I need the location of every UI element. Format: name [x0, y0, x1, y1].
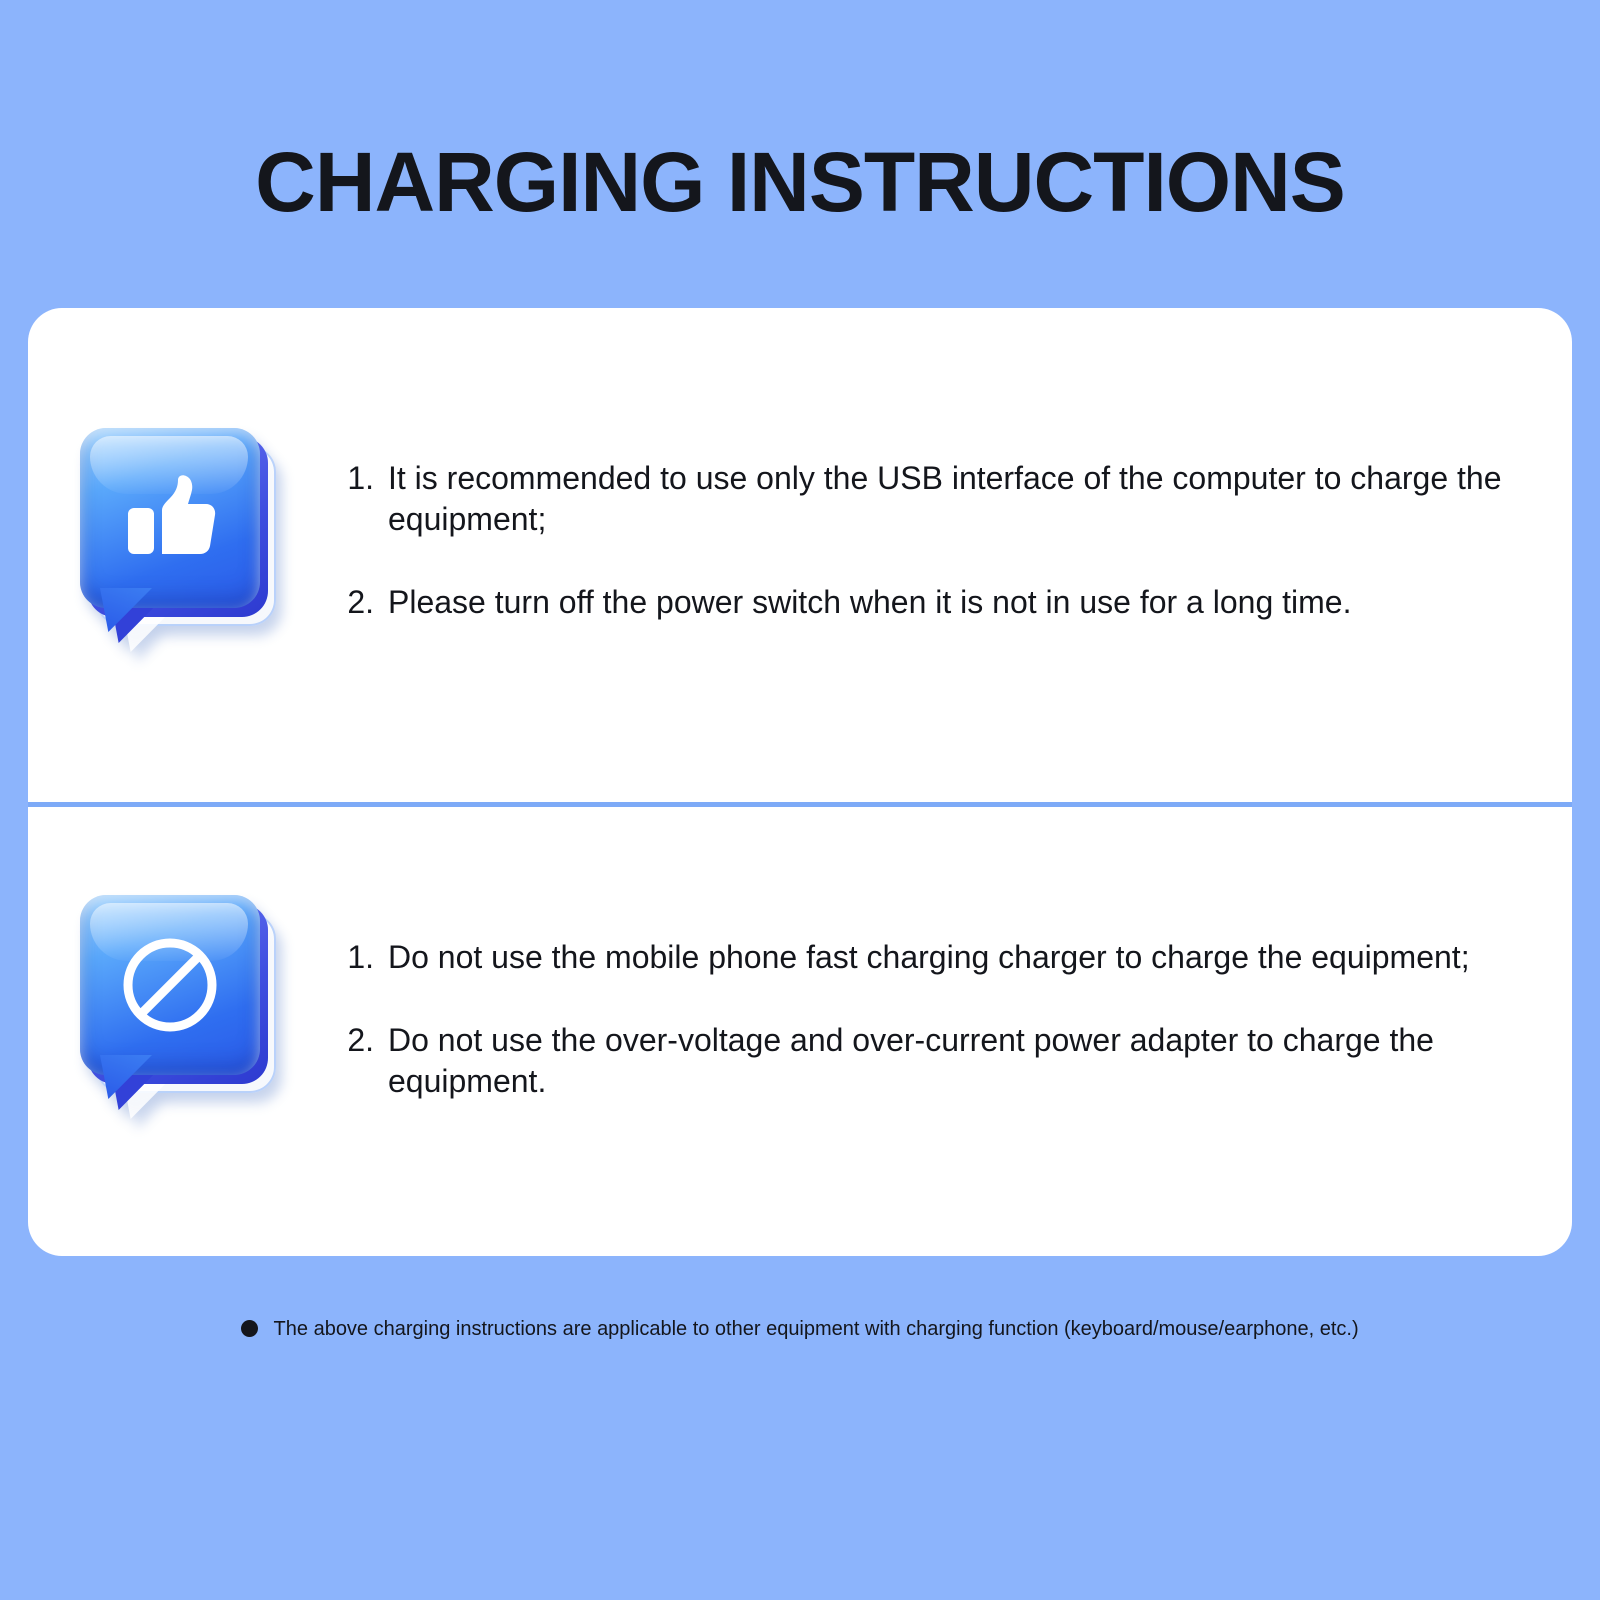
page-title: CHARGING INSTRUCTIONS	[255, 135, 1345, 229]
bullet-icon	[241, 1320, 258, 1337]
item-number: 2.	[347, 583, 374, 620]
list-item	[328, 1020, 1516, 1102]
prohibited-icon	[80, 895, 276, 1091]
prohibited-section	[28, 807, 1572, 1256]
item-text: It is recommended to use only the USB interface of the computer to charge the equipment;	[388, 460, 1502, 537]
recommended-section	[28, 308, 1572, 802]
prohibited-glyph	[80, 895, 260, 1075]
item-text: Do not use the mobile phone fast charging charger to charge the equipment;	[388, 939, 1470, 975]
thumbs-up-glyph	[80, 428, 260, 608]
recommended-text-column	[328, 308, 1572, 623]
thumbs-up-icon	[80, 428, 276, 624]
recommended-icon-wrap	[28, 428, 328, 624]
item-text: Do not use the over-voltage and over-current power adapter to charge the equipment.	[388, 1021, 1434, 1099]
list-item	[328, 458, 1516, 540]
item-number: 1.	[347, 939, 374, 975]
prohibited-icon-wrap	[28, 895, 328, 1091]
list-item	[328, 937, 1516, 978]
footnote	[0, 1318, 1600, 1341]
item-text: Please turn off the power switch when it is not in use for a long time.	[388, 583, 1352, 620]
footnote-text: The above charging instructions are applicable to other equipment with charging function (keyboard/mouse/earphone, etc.)	[273, 1318, 1359, 1340]
item-number: 1.	[347, 460, 374, 496]
item-number: 2.	[347, 1021, 374, 1058]
instructions-card	[28, 308, 1572, 1256]
list-item	[328, 582, 1516, 623]
prohibited-text-column	[328, 807, 1572, 1102]
